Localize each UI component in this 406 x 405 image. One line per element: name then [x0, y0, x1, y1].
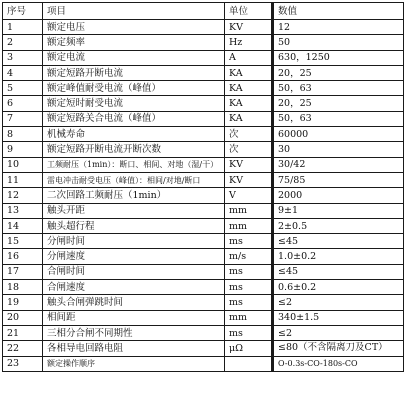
- cell-unit: KA: [225, 81, 273, 96]
- cell-unit: ms: [225, 280, 273, 295]
- cell-value: 630，1250: [273, 50, 404, 65]
- cell-no: 20: [3, 310, 43, 325]
- cell-no: 9: [3, 142, 43, 157]
- cell-value: 1.0±0.2: [273, 249, 404, 264]
- cell-unit: 次: [225, 127, 273, 142]
- cell-unit: KA: [225, 65, 273, 80]
- table-row: [3, 295, 404, 310]
- table-row: [3, 188, 404, 203]
- cell-value: 30/42: [273, 157, 404, 172]
- table-row: [3, 249, 404, 264]
- cell-no: 23: [3, 356, 43, 371]
- cell-value: ≤45: [273, 234, 404, 249]
- cell-no: 12: [3, 188, 43, 203]
- table-row: [3, 35, 404, 50]
- cell-no: 19: [3, 295, 43, 310]
- cell-item: 额定峰值耐受电流（峰值）: [43, 81, 225, 96]
- header-row: [3, 3, 404, 20]
- cell-item: 触头合闸弹跳时间: [43, 295, 225, 310]
- cell-no: 4: [3, 65, 43, 80]
- cell-item: 三相分合闸不同期性: [43, 325, 225, 340]
- cell-item: 额定电流: [43, 50, 225, 65]
- cell-unit: V: [225, 188, 273, 203]
- cell-value: 30: [273, 142, 404, 157]
- cell-unit: ms: [225, 264, 273, 279]
- cell-unit: 次: [225, 142, 273, 157]
- table-row: [3, 203, 404, 218]
- table-row: [3, 111, 404, 126]
- cell-no: 7: [3, 111, 43, 126]
- table-row: [3, 234, 404, 249]
- header-item: 项目: [43, 3, 225, 20]
- cell-item: 合闸速度: [43, 280, 225, 295]
- cell-item: 分闸时间: [43, 234, 225, 249]
- cell-value: ≤80（不含隔离刀及CT）: [273, 341, 404, 356]
- cell-value: 0.6±0.2: [273, 280, 404, 295]
- cell-item: 工频耐压（1min）：断口、相间、对地（湿/干）: [43, 157, 225, 172]
- cell-no: 5: [3, 81, 43, 96]
- header-no: 序号: [3, 3, 43, 20]
- cell-no: 17: [3, 264, 43, 279]
- cell-no: 16: [3, 249, 43, 264]
- cell-item: 合闸时间: [43, 264, 225, 279]
- header-value: 数值: [273, 3, 404, 20]
- cell-no: 21: [3, 325, 43, 340]
- cell-item: 额定操作顺序: [43, 356, 225, 371]
- table-row: [3, 65, 404, 80]
- cell-value: 2±0.5: [273, 218, 404, 233]
- cell-item: 额定短路开断电流: [43, 65, 225, 80]
- spec-table: [2, 2, 404, 372]
- cell-no: 8: [3, 127, 43, 142]
- table-row: [3, 96, 404, 111]
- cell-item: 额定短路关合电流（峰值）: [43, 111, 225, 126]
- cell-unit: ms: [225, 295, 273, 310]
- table-row: [3, 264, 404, 279]
- cell-value: 340±1.5: [273, 310, 404, 325]
- cell-no: 14: [3, 218, 43, 233]
- cell-no: 15: [3, 234, 43, 249]
- cell-no: 11: [3, 172, 43, 187]
- cell-unit: ms: [225, 234, 273, 249]
- table-row: [3, 218, 404, 233]
- table-row: [3, 20, 404, 35]
- cell-no: 6: [3, 96, 43, 111]
- cell-item: 雷电冲击耐受电压（峰值）：相间/对地/断口: [43, 172, 225, 187]
- cell-item: 相间距: [43, 310, 225, 325]
- header-unit: 单位: [225, 3, 273, 20]
- cell-no: 3: [3, 50, 43, 65]
- cell-item: 二次回路工频耐压（1min）: [43, 188, 225, 203]
- cell-unit: ms: [225, 325, 273, 340]
- cell-value: 50，63: [273, 81, 404, 96]
- table-row: [3, 157, 404, 172]
- cell-unit: Hz: [225, 35, 273, 50]
- table-row: [3, 310, 404, 325]
- table-row: [3, 127, 404, 142]
- cell-unit: A: [225, 50, 273, 65]
- cell-no: 22: [3, 341, 43, 356]
- table-row: [3, 280, 404, 295]
- cell-unit: m/s: [225, 249, 273, 264]
- cell-value: 20，25: [273, 65, 404, 80]
- cell-unit: KV: [225, 172, 273, 187]
- cell-value: 12: [273, 20, 404, 35]
- cell-item: 额定频率: [43, 35, 225, 50]
- cell-value: 50，63: [273, 111, 404, 126]
- cell-item: 触头超行程: [43, 218, 225, 233]
- table-row: [3, 172, 404, 187]
- table-row: [3, 356, 404, 371]
- cell-no: 18: [3, 280, 43, 295]
- cell-unit: KA: [225, 96, 273, 111]
- cell-item: 触头开距: [43, 203, 225, 218]
- cell-value: ≤45: [273, 264, 404, 279]
- cell-no: 2: [3, 35, 43, 50]
- cell-value: 2000: [273, 188, 404, 203]
- cell-unit: KA: [225, 111, 273, 126]
- cell-no: 10: [3, 157, 43, 172]
- cell-value: O-0.3s-CO-180s-CO: [273, 356, 404, 371]
- cell-item: 各相导电回路电阻: [43, 341, 225, 356]
- cell-unit: mm: [225, 310, 273, 325]
- cell-unit: μΩ: [225, 341, 273, 356]
- cell-value: 20，25: [273, 96, 404, 111]
- cell-no: 1: [3, 20, 43, 35]
- cell-value: ≤2: [273, 325, 404, 340]
- cell-no: 13: [3, 203, 43, 218]
- cell-value: 50: [273, 35, 404, 50]
- cell-item: 额定短时耐受电流: [43, 96, 225, 111]
- table-row: [3, 81, 404, 96]
- table-row: [3, 142, 404, 157]
- cell-unit: mm: [225, 218, 273, 233]
- table-row: [3, 325, 404, 340]
- cell-item: 额定短路开断电流开断次数: [43, 142, 225, 157]
- cell-value: 75/85: [273, 172, 404, 187]
- cell-item: 分闸速度: [43, 249, 225, 264]
- cell-value: ≤2: [273, 295, 404, 310]
- table-row: [3, 50, 404, 65]
- cell-item: 机械寿命: [43, 127, 225, 142]
- cell-unit: KV: [225, 157, 273, 172]
- cell-unit: KV: [225, 20, 273, 35]
- cell-value: 60000: [273, 127, 404, 142]
- cell-value: 9±1: [273, 203, 404, 218]
- cell-item: 额定电压: [43, 20, 225, 35]
- cell-unit: mm: [225, 203, 273, 218]
- table-row: [3, 341, 404, 356]
- cell-unit: [225, 356, 273, 371]
